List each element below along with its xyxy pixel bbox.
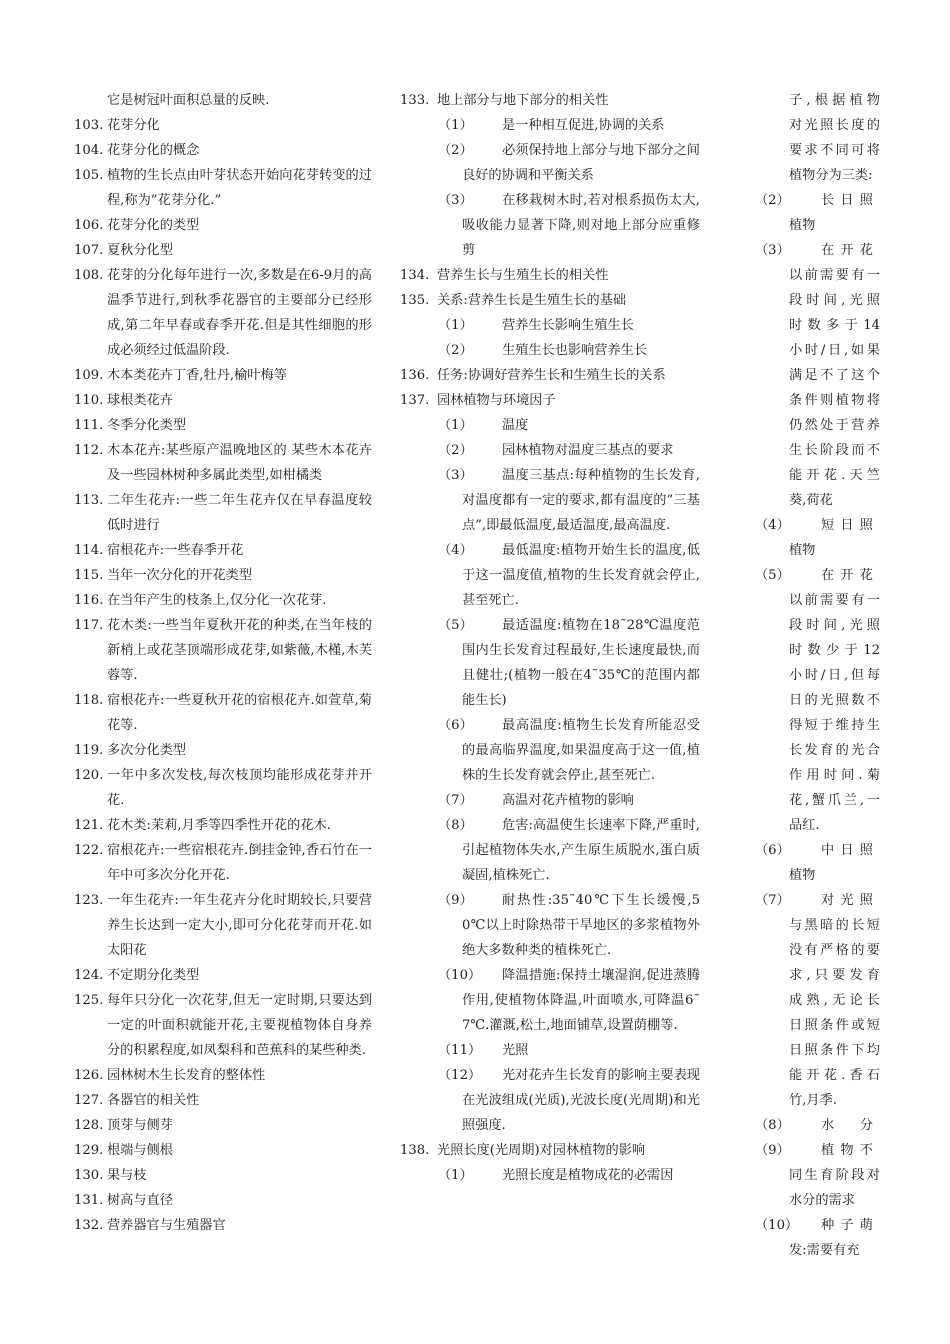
item-text: 一年中多次发枝,每次枝顶均能形成花芽并开花. [107,768,372,808]
text-line [760,388,880,413]
item-number: （3） [438,468,473,483]
text-line [760,338,880,363]
line-text: 小时/日,如果 [789,343,880,358]
sub-list-item [400,438,700,463]
item-number: （9） [755,1143,790,1158]
item-number: 115. [74,568,104,583]
list-item [74,138,372,163]
item-text: 关系:营养生长是生殖生长的基础 [437,293,627,308]
item-number: （1） [438,318,473,333]
item-text: 耐热性:35˜40℃下生长缓慢,50℃以上时除热带干旱地区的多浆植物外绝大多数种类的植株死亡. [462,893,700,958]
list-item [74,588,372,613]
item-text: 花芽的分化每年进行一次,多数是在6-9月的高温季节进行,到秋季花器官的主要部分已经形成,第二年早春或春季开花.但是其性细胞的形成必须经过低温阶段. [107,268,372,358]
item-number: 123. [74,893,104,908]
item-number: 103. [74,118,104,133]
text-line [755,1213,880,1238]
item-text: 必须保持地上部分与地下部分之间良好的协调和平衡关系 [462,143,700,183]
item-number: 105. [74,168,104,183]
list-item [74,88,372,113]
sub-list-item [400,1163,700,1188]
item-number: （2） [438,143,473,158]
list-item [74,388,372,413]
line-text: 中日照 [821,843,873,858]
item-number: （12） [438,1068,482,1083]
list-item [74,963,372,988]
text-line [760,763,880,788]
line-text: 竹,月季. [789,1093,837,1108]
item-text: 降温措施:保持土壤湿润,促进蒸腾作用,使植物体降温,叶面喷水,可降温6˜7℃.灌溉,松土,地面铺草,设置荫棚等. [462,968,700,1033]
list-item [74,1088,372,1113]
line-text: 仍然处于营养 [789,418,880,433]
item-text: 它是树冠叶面积总量的反映. [107,93,270,108]
list-item [74,538,372,563]
item-number: 116. [74,593,104,608]
line-text: 对光照 [821,893,873,908]
line-text: 得短于维持生 [789,718,880,733]
item-text: 高温对花卉植物的影响 [502,793,634,808]
sub-list-item [400,788,700,813]
item-text: 花芽分化的类型 [107,218,200,233]
item-number: 131. [74,1193,104,1208]
item-text: 冬季分化类型 [107,418,187,433]
item-text: 最低温度:植物开始生长的温度,低于这一温度值,植物的生长发育就会停止,甚至死亡. [462,543,700,608]
item-text: 光照长度(光周期)对园林植物的影响 [437,1143,646,1158]
list-item [74,488,372,538]
narrow-list-item [760,88,880,188]
item-number: 138. [400,1143,430,1158]
item-text: 园林树木生长发育的整体性 [107,1068,266,1083]
line-text: 段时间,光照 [789,293,880,308]
item-number: （1） [438,418,473,433]
item-number: 132. [74,1218,104,1233]
text-line [760,788,880,813]
item-text: 营养生长与生殖生长的相关性 [437,268,609,283]
item-number: 125. [74,993,104,1008]
text-line [760,938,880,963]
text-line [760,438,880,463]
text-line [760,813,880,838]
item-text: 在当年产生的枝条上,仅分化一次花芽. [107,593,327,608]
line-text: 要求不同可将 [789,143,880,158]
list-item [74,613,372,688]
item-text: 园林植物对温度三基点的要求 [502,443,674,458]
item-number: （4） [438,543,473,558]
line-text: 植物 [789,218,816,233]
item-text: 光对花卉生长发育的影响主要表现在光波组成(光质),光波长度(光周期)和光照强度. [462,1068,700,1133]
item-text: 营养生长影响生殖生长 [502,318,634,333]
list-item [74,163,372,213]
item-number: 108. [74,268,104,283]
line-text: 在开花 [821,243,873,258]
text-line [760,138,880,163]
item-number: 113. [74,493,104,508]
item-number [74,88,107,113]
line-text: 子,根据植物 [789,93,880,108]
item-text: 二年生花卉:一些二年生花卉仅在早春温度较低时进行 [107,493,372,533]
item-number: 130. [74,1168,104,1183]
item-text: 最高温度:植物生长发育所能忍受的最高临界温度,如果温度高于这一值,植株的生长发育就会停止,甚至死亡. [462,718,700,783]
item-number: 135. [400,293,430,308]
text-line [760,1238,880,1263]
line-text: 能开花.香石 [789,1068,880,1083]
narrow-list-item [755,1138,880,1213]
item-text: 顶芽与侧芽 [107,1118,173,1133]
item-number: （3） [755,243,790,258]
line-text: 水分的需求 [789,1193,855,1208]
item-text: 是一种相互促进,协调的关系 [502,118,665,133]
sub-list-item [400,538,700,613]
list-item [74,263,372,363]
text-line [760,488,880,513]
text-column-left [74,88,372,1238]
line-text: 日的光照数不 [789,693,880,708]
item-number: 127. [74,1093,104,1108]
item-number: （9） [438,893,473,908]
list-item [400,388,700,413]
text-line [760,1013,880,1038]
list-item [74,1138,372,1163]
item-text: 球根类花卉 [107,393,173,408]
item-number: 109. [74,368,104,383]
text-line [760,588,880,613]
item-text: 光照长度是植物成花的必需因 [502,1168,674,1183]
item-text: 花木类:一些当年夏秋开花的种类,在当年枝的新梢上或花茎顶端形成花芽,如紫薇,木槿,木芙蓉等. [107,618,372,683]
item-text: 生殖生长也影响营养生长 [502,343,648,358]
line-text: 小时/日,但每 [789,668,880,683]
line-text: 没有严格的要 [789,943,880,958]
item-number: 120. [74,768,104,783]
item-number: 106. [74,218,104,233]
item-text: 任务:协调好营养生长和生殖生长的关系 [437,368,666,383]
item-text: 在移栽树木时,若对根系损伤太大,吸收能力显著下降,则对地上部分应重修剪 [462,193,700,258]
narrow-list-item [755,1213,880,1263]
item-number: 119. [74,743,104,758]
item-text: 花木类:茉莉,月季等四季性开花的花木. [107,818,331,833]
line-text: 品红. [789,818,820,833]
list-item [74,1163,372,1188]
text-column-right [755,88,880,1263]
line-text: 生长阶段而不 [789,443,880,458]
narrow-list-item [755,513,880,563]
sub-list-item [400,113,700,138]
list-item [74,1113,372,1138]
text-line [760,88,880,113]
sub-list-item [400,138,700,188]
text-column-middle [400,88,700,1188]
text-line [760,363,880,388]
sub-list-item [400,713,700,788]
line-text: 段时间,光照 [789,618,880,633]
line-text: 长日照 [821,193,873,208]
line-text: 花,蟹爪兰,一 [789,793,880,808]
text-line [760,1088,880,1113]
line-text: 短日照 [821,518,873,533]
list-item [74,413,372,438]
text-line [760,163,880,188]
item-text: 果与枝 [107,1168,147,1183]
text-line [760,863,880,888]
text-line [760,1163,880,1188]
item-text: 各器官的相关性 [107,1093,200,1108]
item-number: （10） [438,968,482,983]
item-text: 木本花卉:某些原产温晚地区的 某些木本花卉及一些园林树种多属此类型,如柑橘类 [107,443,372,483]
item-text: 最适温度:植物在18˜28℃温度范围内生长发育过程最好,生长速度最快,而且健壮;(植物一般在4˜35℃的范围内都能生长) [462,618,700,708]
item-text: 当年一次分化的开花类型 [107,568,253,583]
narrow-list-item [755,238,880,513]
text-line [755,1138,880,1163]
item-number: 111. [74,418,104,433]
item-number: 129. [74,1143,104,1158]
list-item [74,438,372,488]
line-text: 水分 [821,1118,873,1133]
item-number: （2） [438,343,473,358]
list-item [74,1188,372,1213]
list-item [74,1063,372,1088]
text-line [755,238,880,263]
item-number: （1） [438,118,473,133]
line-text: 时数多于14 [789,318,880,333]
item-text: 宿根花卉:一些春季开花 [107,543,244,558]
text-line [760,913,880,938]
item-number: （2） [438,443,473,458]
list-item [74,1213,372,1238]
item-number: 112. [74,443,104,458]
line-text: 日照条件或短 [789,1018,880,1033]
sub-list-item [400,1038,700,1063]
item-text: 营养器官与生殖器官 [107,1218,226,1233]
item-number: 121. [74,818,104,833]
text-line [755,1113,880,1138]
sub-list-item [400,338,700,363]
line-text: 成熟,无论长 [789,993,880,1008]
item-number: 128. [74,1118,104,1133]
item-text: 树高与直径 [107,1193,173,1208]
item-text: 植物的生长点由叶芽状态开始向花芽转变的过程,称为”花芽分化.” [107,168,372,208]
item-text: 花芽分化的概念 [107,143,200,158]
list-item [74,763,372,813]
line-text: 植物 [789,543,816,558]
text-line [760,413,880,438]
text-line [755,888,880,913]
text-line [760,113,880,138]
item-text: 温度 [502,418,529,433]
item-number: （10） [755,1218,799,1233]
item-number: 110. [74,393,104,408]
list-item [74,238,372,263]
line-text: 作用时间.菊 [789,768,880,783]
line-text: 以前需要有一 [789,593,880,608]
line-text: 植物 [789,868,816,883]
line-text: 种子萌 [821,1218,873,1233]
item-number: （11） [438,1043,482,1058]
list-item [400,88,700,113]
list-item [74,738,372,763]
item-text: 宿根花卉:一些宿根花卉.倒挂金钟,香石竹在一年中可多次分化开花. [107,843,372,883]
list-item [400,288,700,313]
item-text: 不定期分化类型 [107,968,200,983]
list-item [74,688,372,738]
text-line [755,188,880,213]
text-line [760,463,880,488]
item-text: 木本类花卉丁香,牡丹,榆叶梅等 [107,368,287,383]
item-number: （6） [755,843,790,858]
list-item [74,113,372,138]
item-number: 118. [74,693,104,708]
list-item [74,988,372,1063]
item-number: （7） [438,793,473,808]
list-item [74,813,372,838]
item-number: （4） [755,518,790,533]
narrow-list-item [755,888,880,1113]
line-text: 植物分为三类: [789,168,873,183]
text-line [760,1063,880,1088]
list-item [74,563,372,588]
text-line [755,838,880,863]
line-text: 同生育阶段对 [789,1168,880,1183]
text-line [760,538,880,563]
line-text: 以前需要有一 [789,268,880,283]
item-text: 宿根花卉:一些夏秋开花的宿根花卉.如萱草,菊花等. [107,693,372,733]
item-number: 137. [400,393,430,408]
narrow-list-item [755,563,880,838]
line-text: 对光照长度的 [789,118,880,133]
item-number: 134. [400,268,430,283]
line-text: 条件则植物将 [789,393,880,408]
item-text: 多次分化类型 [107,743,187,758]
text-line [760,613,880,638]
line-text: 时数少于12 [789,643,880,658]
line-text: 满足不了这个 [789,368,880,383]
text-line [760,988,880,1013]
text-line [760,288,880,313]
sub-list-item [400,188,700,263]
item-number: 114. [74,543,104,558]
item-text: 一年生花卉:一年生花卉分化时期较长,只要营养生长达到一定大小,即可分化花芽而开花.如太阳花 [107,893,372,958]
narrow-list-item [755,188,880,238]
item-number: （8） [438,818,473,833]
sub-list-item [400,613,700,713]
sub-list-item [400,963,700,1038]
text-line [760,713,880,738]
item-text: 温度三基点:每种植物的生长发育,对温度都有一定的要求,都有温度的”三基点”,即最低温度,最适温度,最高温度. [462,468,700,533]
list-item [400,1138,700,1163]
item-number: 107. [74,243,104,258]
text-line [760,663,880,688]
text-line [760,738,880,763]
item-number: （5） [755,568,790,583]
sub-list-item [400,888,700,963]
text-line [755,513,880,538]
list-item [74,888,372,963]
text-line [760,1038,880,1063]
line-text: 求,只要发育 [789,968,880,983]
item-text: 每年只分化一次花芽,但无一定时期,只要达到一定的叶面积就能开花,主要视植物体自身养分的积累程度,如凤梨科和芭蕉科的某些种类. [107,993,372,1058]
item-number: 122. [74,843,104,858]
item-number: 136. [400,368,430,383]
text-line [760,263,880,288]
list-item [400,363,700,388]
list-item [74,213,372,238]
list-item [74,363,372,388]
item-number: （6） [438,718,473,733]
text-line [760,638,880,663]
line-text: 发:需要有充 [789,1243,860,1258]
item-text: 地上部分与地下部分的相关性 [437,93,609,108]
text-line [760,1188,880,1213]
text-line [755,563,880,588]
narrow-list-item [755,1113,880,1138]
sub-list-item [400,463,700,538]
item-text: 夏秋分化型 [107,243,173,258]
item-number: 117. [74,618,104,633]
text-line [760,688,880,713]
line-text: 植物不 [821,1143,873,1158]
line-text: 葵,荷花 [789,493,833,508]
item-number: 133. [400,93,430,108]
narrow-list-item [755,838,880,888]
line-text: 能开花.天竺 [789,468,880,483]
item-text: 危害:高温使生长速率下降,严重时,引起植物体失水,产生原生质脱水,蛋白质凝固,植株死亡. [462,818,700,883]
line-text: 与黑暗的长短 [789,918,880,933]
sub-list-item [400,1063,700,1138]
item-number: （3） [438,193,473,208]
item-number: 104. [74,143,104,158]
line-text: 在开花 [821,568,873,583]
item-text: 光照 [502,1043,529,1058]
list-item [74,838,372,888]
item-number: 126. [74,1068,104,1083]
item-number: 124. [74,968,104,983]
item-text: 花芽分化 [107,118,160,133]
item-number: （7） [755,893,790,908]
sub-list-item [400,413,700,438]
item-text: 根端与侧根 [107,1143,173,1158]
text-line [760,213,880,238]
list-item [400,263,700,288]
item-number: （2） [755,193,790,208]
line-text: 日照条件下均 [789,1043,880,1058]
sub-list-item [400,313,700,338]
text-line [760,963,880,988]
line-text: 长发育的光合 [789,743,880,758]
item-number: （8） [755,1118,790,1133]
sub-list-item [400,813,700,888]
item-number: （5） [438,618,473,633]
item-number: （1） [438,1168,473,1183]
text-line [760,313,880,338]
item-text: 园林植物与环境因子 [437,393,556,408]
